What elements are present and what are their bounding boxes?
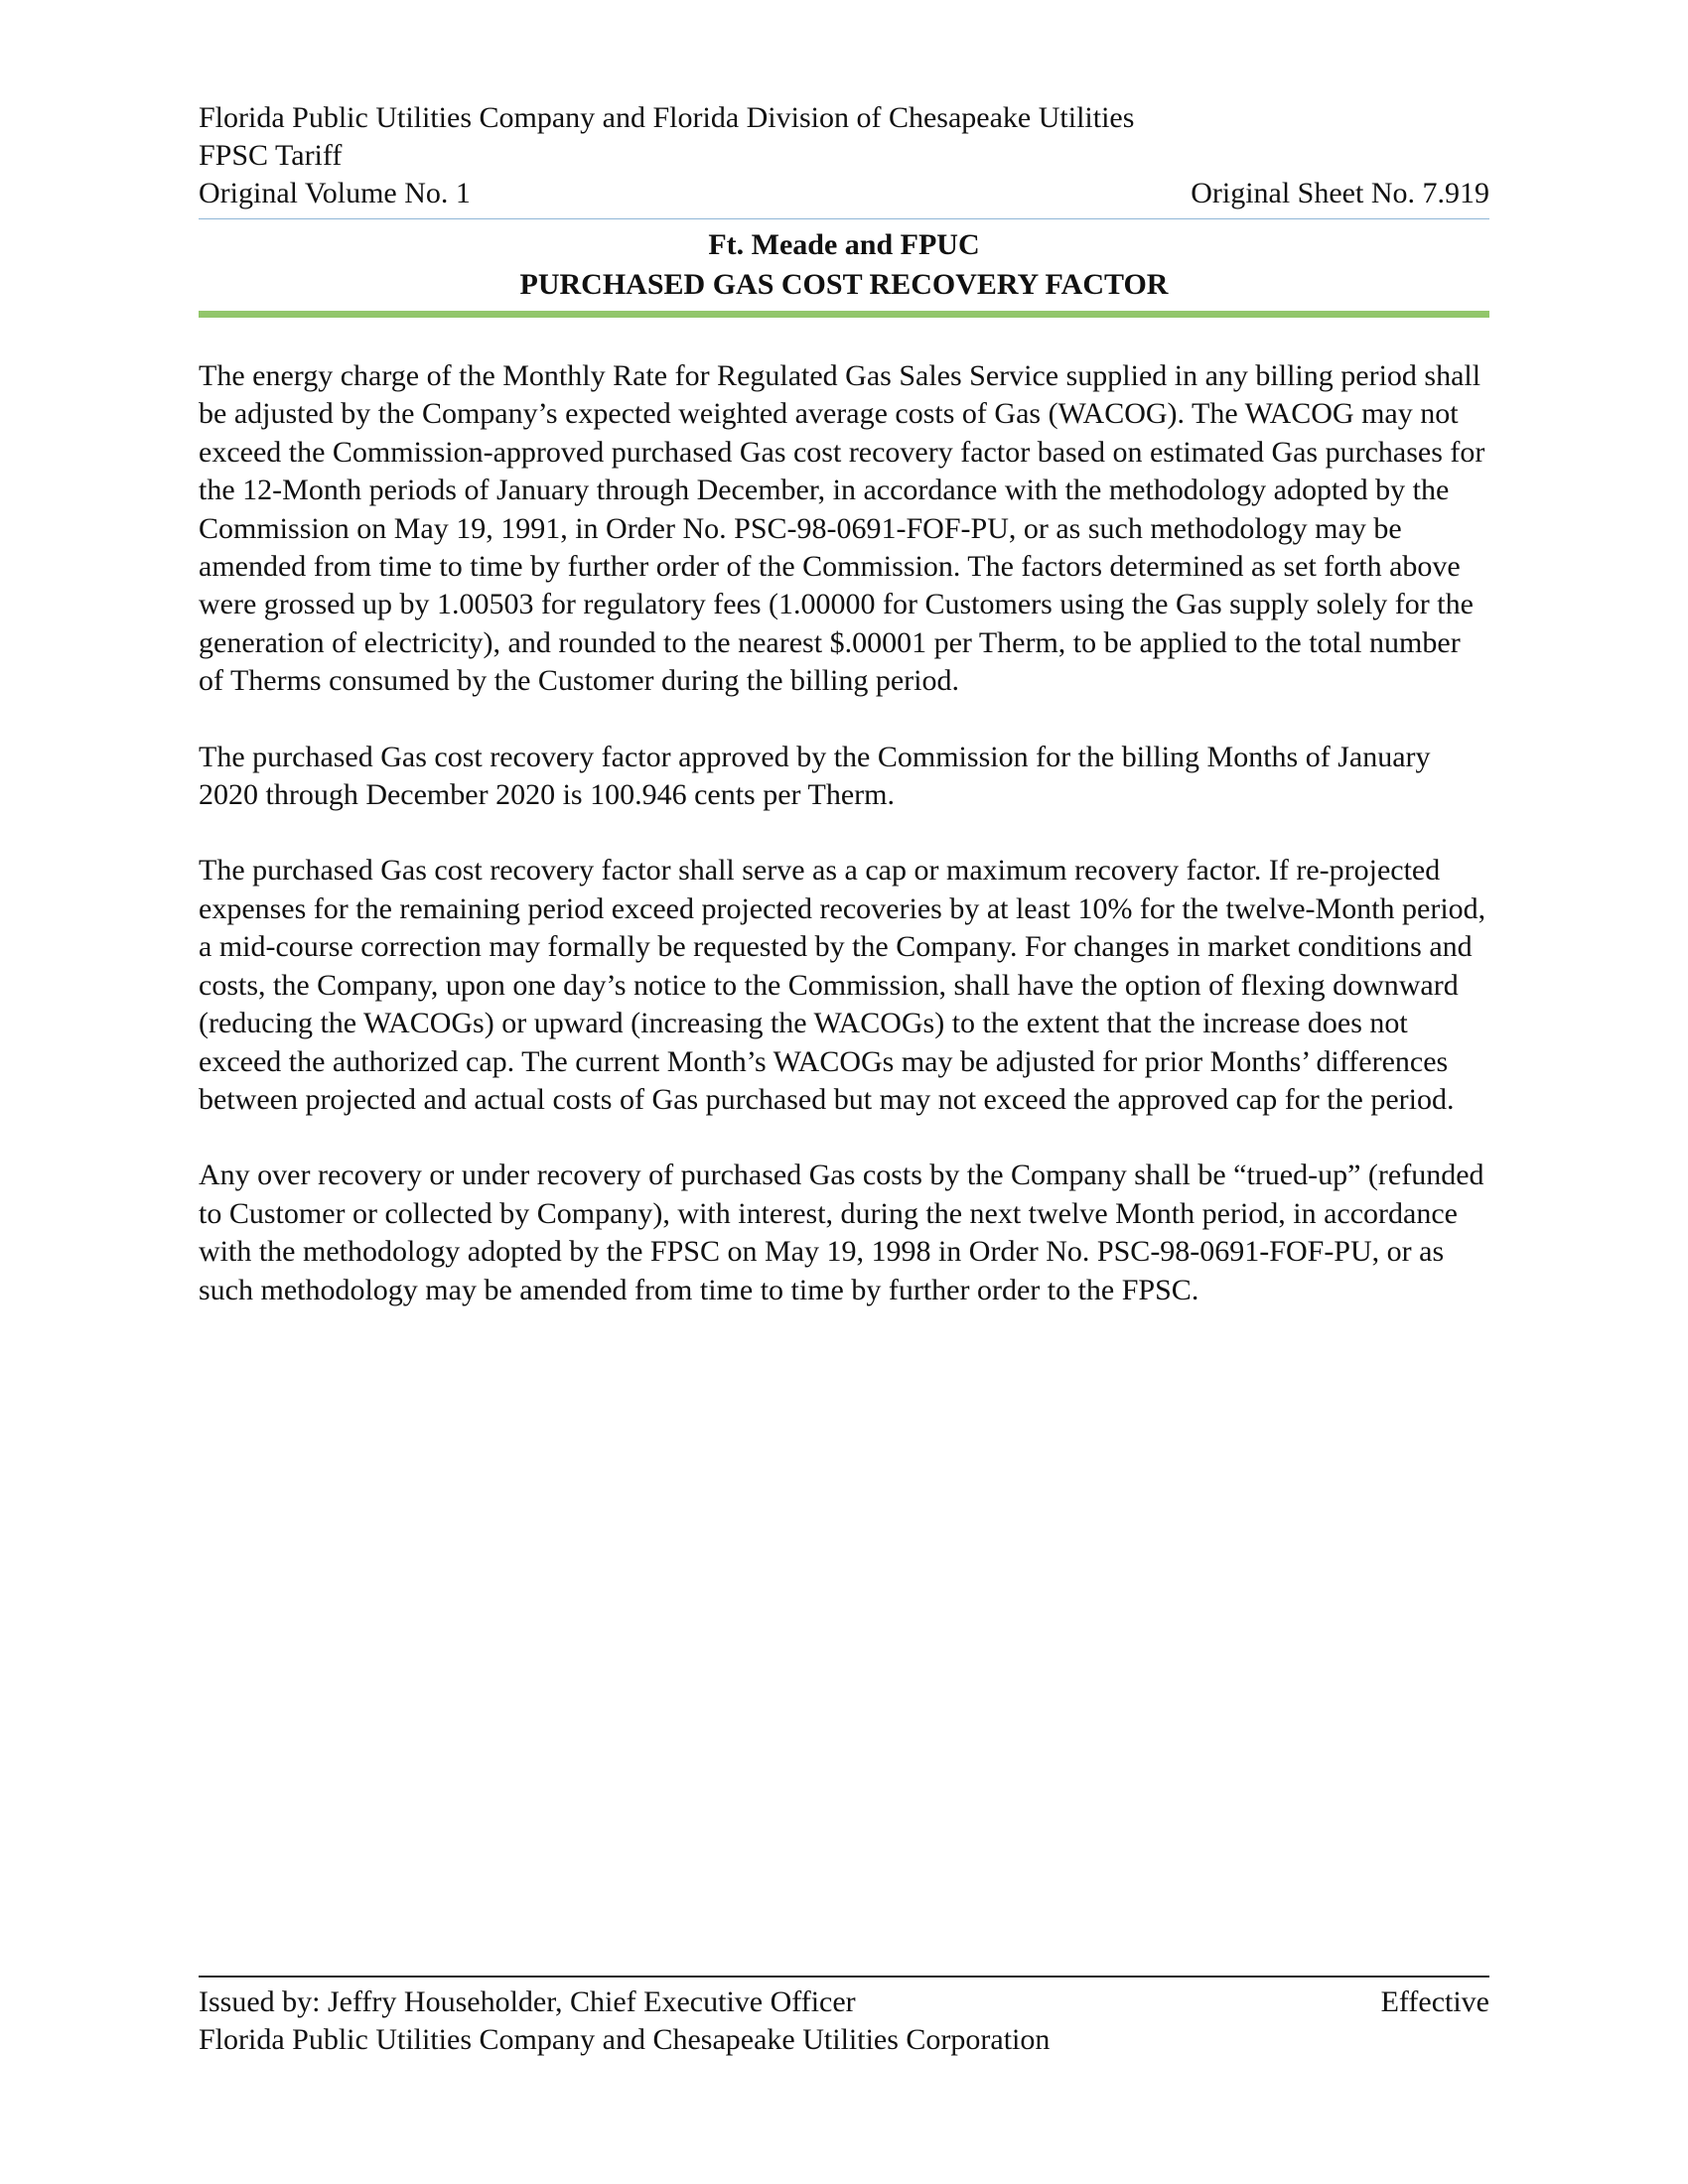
title-line-2: PURCHASED GAS COST RECOVERY FACTOR: [519, 268, 1169, 301]
paragraph: The purchased Gas cost recovery factor shall serve as a cap or maximum recovery factor. If re-projected expenses for the remaining period exceed projected recoveries by at least 10% for the twelve-Month period, a mid-course correction may formally be requested by the Company. For changes in market conditions and costs, the Company, upon one day’s notice to the Commission, shall have the option of flexing downward (reducing the WACOGs) or upward (increasing the WACOGs) to the extent that the increase does not exceed the authorized cap. The current Month’s WACOGs may be adjusted for prior Months’ differences between projected and actual costs of Gas purchased but may not exceed the approved cap for the period.: [199, 854, 1486, 1116]
sheet-header: [199, 99, 1489, 219]
issued-by: Issued by: Jeffry Householder, Chief Executive Officer: [199, 1985, 856, 2018]
company-line: Florida Public Utilities Company and Florida Division of Chesapeake Utilities: [199, 101, 1135, 134]
tariff-line: FPSC Tariff: [199, 139, 343, 172]
sheet-number: Original Sheet No. 7.919: [1191, 177, 1489, 209]
effective-label: Effective: [1380, 1985, 1489, 2018]
paragraph: The purchased Gas cost recovery factor approved by the Commission for the billing Months of January 2020 through December 2020 is 100.946 cents per Therm.: [199, 740, 1431, 812]
sheet-footer: [199, 1976, 1489, 2059]
sheet-title: [199, 225, 1489, 305]
title-line-1: Ft. Meade and FPUC: [708, 228, 980, 261]
sheet-body: [199, 357, 1489, 1309]
paragraph: Any over recovery or under recovery of purchased Gas costs by the Company shall be “trued-up” (refunded to Customer or collected by Company), with interest, during the next twelve Month period, in accordance with the methodology adopted by the FPSC on May 19, 1998 in Order No. PSC-98-0691-FOF-PU, or as such methodology may be amended from time to time by further order to the FPSC.: [199, 1159, 1484, 1306]
title-divider: [199, 311, 1489, 318]
paragraph: The energy charge of the Monthly Rate for Regulated Gas Sales Service supplied in any billing period shall be adjusted by the Company’s expected weighted average costs of Gas (WACOG). The WACOG may not exceed the Commission-approved purchased Gas cost recovery factor based on estimated Gas purchases for the 12-Month periods of January through December, in accordance with the methodology adopted by the Commission on May 19, 1991, in Order No. PSC-98-0691-FOF-PU, or as such methodology may be amended from time to time by further order of the Commission. The factors determined as set forth above were grossed up by 1.00503 for regulatory fees (1.00000 for Customers using the Gas supply solely for the generation of electricity), and rounded to the nearest $.00001 per Therm, to be applied to the total number of Therms consumed by the Customer during the billing period.: [199, 359, 1485, 698]
tariff-sheet: [199, 99, 1489, 2085]
footer-divider: [199, 1976, 1489, 1978]
volume-label: Original Volume No. 1: [199, 177, 471, 209]
header-divider: [199, 218, 1489, 219]
issued-row: [199, 1983, 1489, 2021]
volume-sheet-row: [199, 175, 1489, 212]
footer-company: Florida Public Utilities Company and Chesapeake Utilities Corporation: [199, 2023, 1051, 2056]
